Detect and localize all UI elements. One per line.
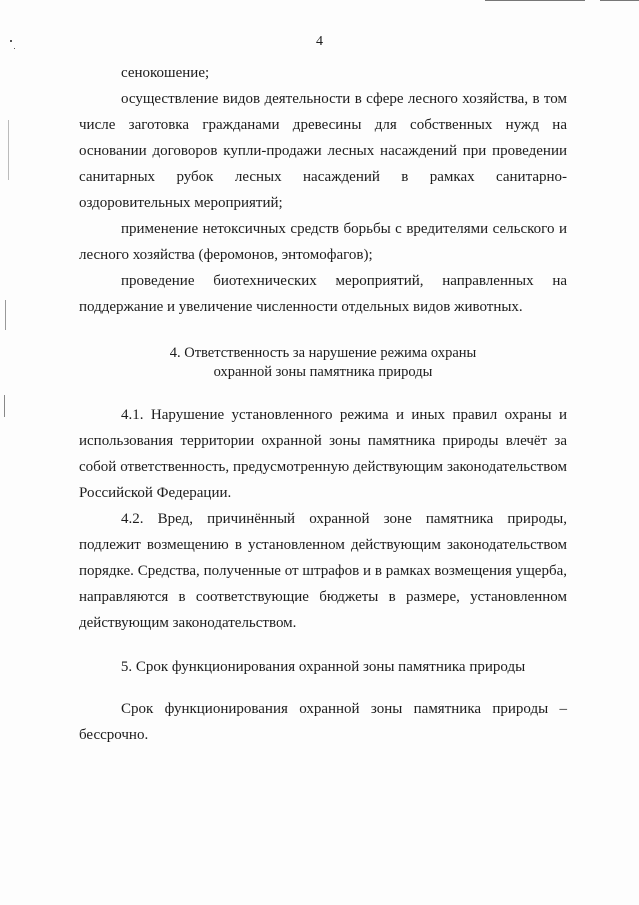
- paragraph: 4.2. Вред, причинённый охранной зоне памятника природы, подлежит возмещению в установленном действующим законодательством порядке. Средства, полученные от штрафов и в рамках возмещения ущерба, направляются в соответствующие бюджеты в размере, установленном действующим законодательством.: [79, 511, 567, 631]
- section-heading: 5. Срок функционирования охранной зоны памятника природы: [120, 659, 526, 675]
- paragraph: 4.1. Нарушение установленного режима и иных правил охраны и использования территории охранной зоны памятника природы влечёт за собой ответственность, предусмотренную действующим законодательством Российской Федерации.: [79, 407, 567, 501]
- list-item: сенокошение;: [121, 65, 210, 81]
- page-number: 4: [316, 34, 323, 49]
- scan-mark: [5, 300, 6, 330]
- scan-mark: [8, 120, 9, 180]
- permitted-activities-list: [79, 60, 567, 320]
- list-item: применение нетоксичных средств борьбы с вредителями сельского и лесного хозяйства (феромонов, энтомофагов);: [79, 221, 567, 263]
- section-heading-line: 4. Ответственность за нарушение режима охраны: [169, 345, 477, 361]
- scan-mark: [485, 0, 585, 1]
- scan-mark: [600, 0, 639, 1]
- section-heading-line: охранной зоны памятника природы: [213, 364, 433, 380]
- scan-mark: [4, 395, 5, 417]
- list-item: осуществление видов деятельности в сфере лесного хозяйства, в том числе заготовка гражданами древесины для собственных нужд на основании договоров купли-продажи лесных насаждений при проведении санитарных рубок лесных насаждений в рамках санитарно-оздоровительных мероприятий;: [79, 91, 567, 211]
- paragraph: Срок функционирования охранной зоны памятника природы – бессрочно.: [79, 701, 567, 743]
- section-5-body: [79, 696, 567, 748]
- list-item: проведение биотехнических мероприятий, направленных на поддержание и увеличение численности отдельных видов животных.: [79, 273, 567, 315]
- section-4-body: [79, 402, 567, 636]
- section-heading: [79, 344, 567, 382]
